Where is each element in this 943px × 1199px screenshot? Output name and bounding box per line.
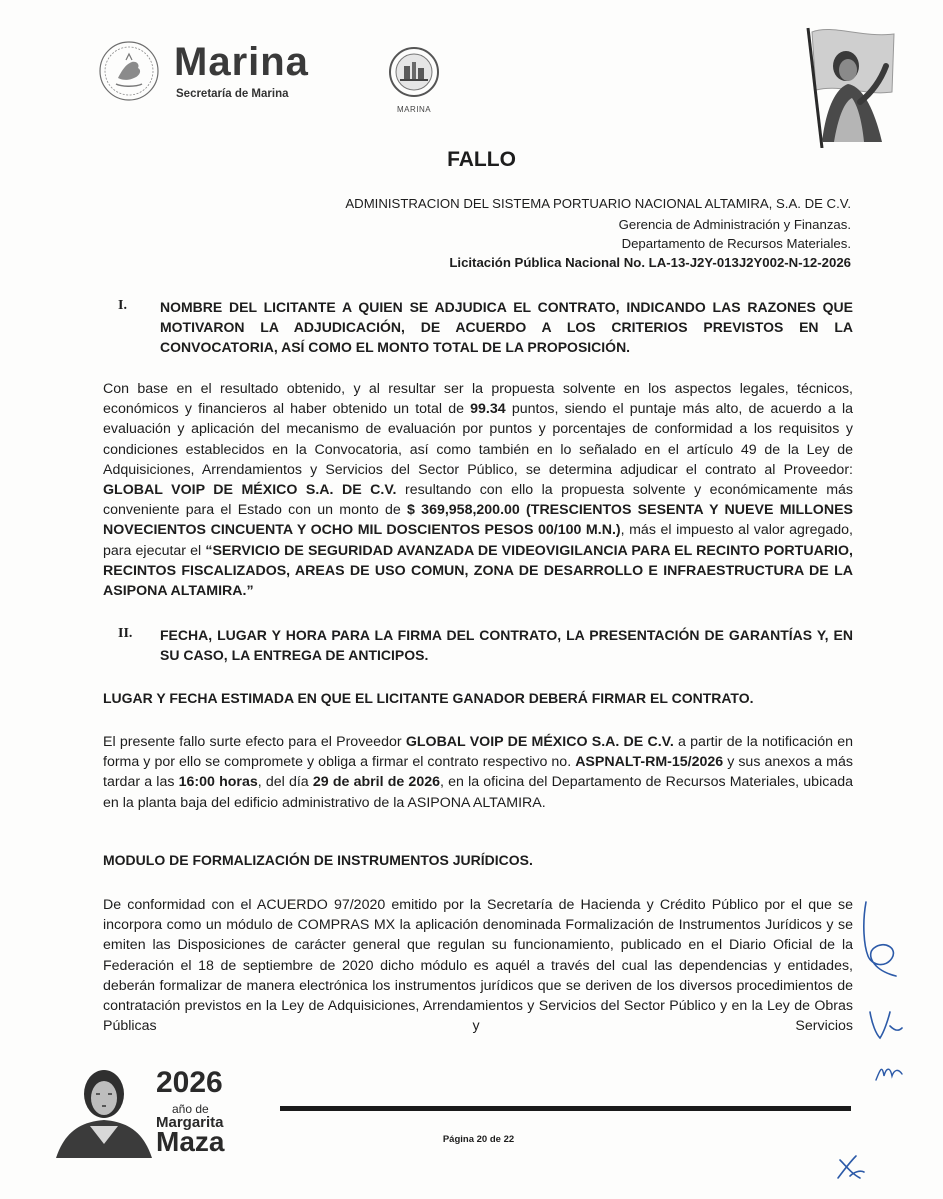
document-title: FALLO <box>447 148 516 171</box>
signing-date: 29 de abril de 2026 <box>312 774 440 791</box>
paragraph-text: puntos, siendo el puntaje más alto, de acuerdo a la evaluación y aplicación del mecanismo de evaluación por puntos y porcentajes de conformidad a los requisitos y condiciones establecidos en la Convocatoria, así como también en lo señalado en el artículo 49 de la Ley de Adquisiciones, Arrendamientos y Servicios del Sector Público, se determina adjudicar el contrato al Proveedor: <box>103 401 853 478</box>
section-2-number: II. <box>118 626 133 641</box>
org-name: ADMINISTRACION DEL SISTEMA PORTUARIO NACIONAL ALTAMIRA, S.A. DE C.V. <box>345 196 851 211</box>
paragraph-text: , en la oficina del Departamento de Recursos Materiales, ubicada en la planta baja del edificio administrativo de la ASIPONA ALTAMIRA. <box>103 774 853 811</box>
paragraph-text: Con base en el resultado obtenido, y al resultar ser la propuesta solvente en los aspectos legales, técnicos, económicos y financieros al haber obtenido un total de <box>103 381 853 418</box>
contract-number: ASPNALT-RM-15/2026 <box>575 754 724 771</box>
handwritten-signature-2-icon <box>862 1006 912 1046</box>
footer-year: 2026 <box>156 1066 223 1099</box>
handwritten-mark-icon <box>832 1150 868 1186</box>
footer-name-first: Margarita <box>156 1114 224 1131</box>
service-name: “SERVICIO DE SEGURIDAD AVANZADA DE VIDEOVIGILANCIA PARA EL RECINTO PORTUARIO, RECINTOS FISCALIZADOS, AREAS DE USO COMUN, ZONA DE DESARROLLO E INFRAESTRUCTURA DE LA ASIPONA ALTAMIRA.” <box>103 542 853 600</box>
signing-time: 16:00 horas <box>178 774 258 791</box>
provider-name: GLOBAL VOIP DE MÉXICO S.A. DE C.V. <box>103 482 397 499</box>
marina-emblem-icon <box>388 46 440 98</box>
footer-divider <box>280 1106 851 1111</box>
contract-amount: $ 369,958,200.00 (TRESCIENTOS SESENTA Y NUEVE MILLONES NOVECIENTOS CINCUENTA Y OCHO MIL DOSCIENTOS PESOS 00/100 M.N.) <box>103 502 853 539</box>
footer-ano-de: año de <box>172 1102 209 1116</box>
paragraph-text: a partir de la notificación en forma y por ello se compromete y obliga a firmar el contrato respectivo no. <box>103 734 854 771</box>
footer-name-last: Maza <box>156 1126 225 1157</box>
page-number: Página 20 de 22 <box>442 1134 515 1145</box>
section-2-heading: FECHA, LUGAR Y HORA PARA LA FIRMA DEL CONTRATO, LA PRESENTACIÓN DE GARANTÍAS Y, EN SU CASO, LA ENTREGA DE ANTICIPOS. <box>160 627 853 663</box>
handwritten-signature-1-icon <box>852 896 912 986</box>
brand-subtitle: Secretaría de Marina <box>176 88 289 100</box>
handwritten-initials-icon <box>872 1058 908 1088</box>
modulo-heading: MODULO DE FORMALIZACIÓN DE INSTRUMENTOS JURÍDICOS. <box>103 852 533 868</box>
licitacion-number: Licitación Pública Nacional No. LA-13-J2Y-013J2Y002-N-12-2026 <box>449 255 851 270</box>
flag-woman-illustration-icon <box>782 22 902 148</box>
paragraph-text: , más el impuesto al valor agregado, para ejecutar el <box>103 522 853 559</box>
org-subdepartment: Departamento de Recursos Materiales. <box>621 236 851 251</box>
emblem-label: MARINA <box>396 105 432 114</box>
paragraph-text: El presente fallo surte efecto para el Proveedor <box>103 734 406 750</box>
modulo-paragraph: De conformidad con el ACUERDO 97/2020 emitido por la Secretaría de Hacienda y Crédito Público por el que se incorpora como un módulo de COMPRAS MX la aplicación denominada Formalización de Instrumentos Jurídicos y se emiten las Disposiciones de carácter general que regulan su funcionamiento, publicado en el Diario Oficial de la Federación el 18 de septiembre de 2020 dicho módulo es aquél a través del cual las dependencias y entidades, deberán formalizar de manera electrónica los instrumentos jurídicos que se deriven de los diversos procedimientos de contratación previstos en la Ley de Adquisiciones, Arrendamientos y Servicios del Sector Público y en la Ley de Obras Públicas y Servicios <box>103 897 853 1035</box>
lugar-heading: LUGAR Y FECHA ESTIMADA EN QUE EL LICITANTE GANADOR DEBERÁ FIRMAR EL CONTRATO. <box>103 690 754 706</box>
points-value: 99.34 <box>470 401 506 418</box>
section-1-paragraph <box>103 379 853 601</box>
coat-of-arms-seal-icon <box>98 40 160 102</box>
lugar-paragraph <box>103 732 853 813</box>
brand-name: Marina <box>174 40 309 84</box>
section-1-number: I. <box>118 298 127 313</box>
provider-name: GLOBAL VOIP DE MÉXICO S.A. DE C.V. <box>405 734 674 750</box>
paragraph-text: resultando con ello la propuesta solvente y económicamente más conveniente para el Estado con un monto de <box>103 482 854 519</box>
section-1-heading: NOMBRE DEL LICITANTE A QUIEN SE ADJUDICA EL CONTRATO, INDICANDO LAS RAZONES QUE MOTIVARON LA ADJUDICACIÓN, DE ACUERDO A LOS CRITERIOS PREVISTOS EN LA CONVOCATORIA, ASÍ COMO EL MONTO TOTAL DE LA PROPOSICIÓN. <box>160 299 853 355</box>
org-department: Gerencia de Administración y Finanzas. <box>618 217 851 232</box>
paragraph-text: y sus anexos a más tardar a las <box>103 754 853 791</box>
paragraph-text: , del día <box>257 774 313 791</box>
